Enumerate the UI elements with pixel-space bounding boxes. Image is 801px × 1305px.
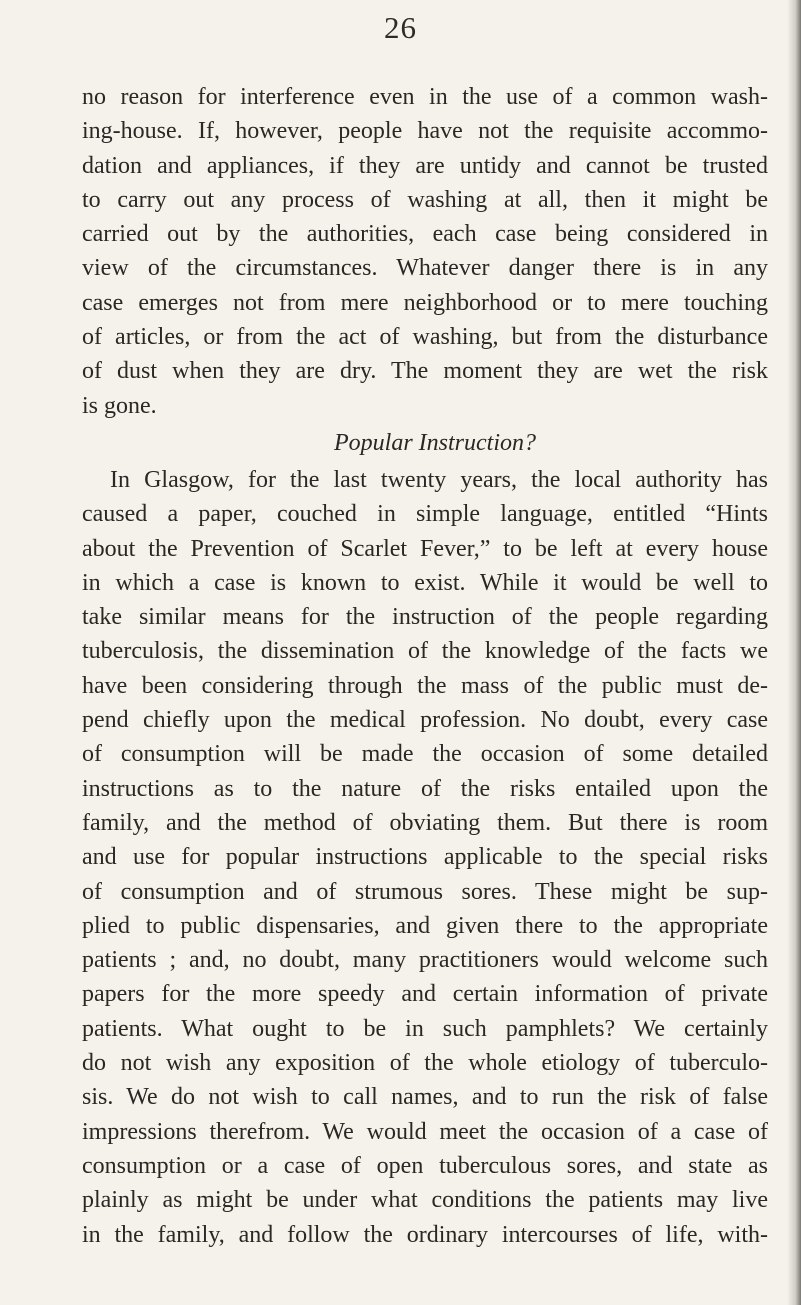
- text-line: in the family, and follow the ordinary intercourses of life, with-: [82, 1221, 768, 1248]
- text-line: family, and the method of obviating them. But there is room: [82, 809, 768, 836]
- text-line: of consumption will be made the occasion of some detailed: [82, 741, 768, 768]
- text-line: do not wish any exposition of the whole etiology of tuberculo-: [82, 1050, 768, 1077]
- text-line: plainly as might be under what conditions the patients may live: [82, 1187, 768, 1214]
- text-line: of dust when they are dry. The moment they are wet the risk: [82, 358, 768, 385]
- text-line: In Glasgow, for the last twenty years, the local authority has: [110, 466, 768, 493]
- text-line: about the Prevention of Scarlet Fever,” to be left at every house: [82, 535, 768, 562]
- text-line: dation and appliances, if they are untidy and cannot be trusted: [82, 152, 768, 179]
- text-line: ing-house. If, however, people have not the requisite accommo-: [82, 118, 768, 145]
- text-line: patients. What ought to be in such pamphlets? We certainly: [82, 1015, 768, 1042]
- text-line: consumption or a case of open tuberculous sores, and state as: [82, 1152, 768, 1179]
- paragraph-washing: [82, 80, 768, 423]
- text-line: patients ; and, no doubt, many practitioners would welcome such: [82, 947, 768, 974]
- text-line: of consumption and of strumous sores. These might be sup-: [82, 878, 768, 905]
- text-line: and use for popular instructions applicable to the special risks: [82, 844, 768, 871]
- section-heading: Popular Instruction?: [334, 429, 536, 456]
- text-line: have been considering through the mass of the public must de-: [82, 672, 768, 699]
- text-line: instructions as to the nature of the risks entailed upon the: [82, 775, 768, 802]
- text-line: caused a paper, couched in simple language, entitled “Hints: [82, 501, 768, 528]
- text-line: case emerges not from mere neighborhood or to mere touching: [82, 289, 768, 316]
- text-line: view of the circumstances. Whatever danger there is in any: [82, 255, 768, 282]
- text-line: of articles, or from the act of washing, but from the disturbance: [82, 324, 768, 351]
- text-line: impressions therefrom. We would meet the occasion of a case of: [82, 1118, 768, 1145]
- text-line: papers for the more speedy and certain information of private: [82, 981, 768, 1008]
- text-line: tuberculosis, the dissemination of the knowledge of the facts we: [82, 638, 768, 665]
- text-line: take similar means for the instruction of the people regarding: [82, 604, 768, 631]
- paragraph-popular-instruction: [82, 463, 768, 1252]
- text-line: is gone.: [82, 392, 157, 419]
- text-line: to carry out any process of washing at all, then it might be: [82, 186, 768, 213]
- text-line: no reason for interference even in the use of a common wash-: [82, 84, 768, 110]
- text-line: pend chiefly upon the medical profession. No doubt, every case: [82, 707, 768, 734]
- text-line: in which a case is known to exist. While it would be well to: [82, 569, 768, 596]
- text-line: carried out by the authorities, each case being considered in: [82, 221, 768, 248]
- page-edge-shadow: [787, 0, 801, 1305]
- page-number: 26: [384, 10, 417, 45]
- text-line: plied to public dispensaries, and given there to the appropriate: [82, 912, 768, 939]
- body-text: [82, 80, 768, 1252]
- text-line: sis. We do not wish to call names, and to run the risk of false: [82, 1084, 768, 1111]
